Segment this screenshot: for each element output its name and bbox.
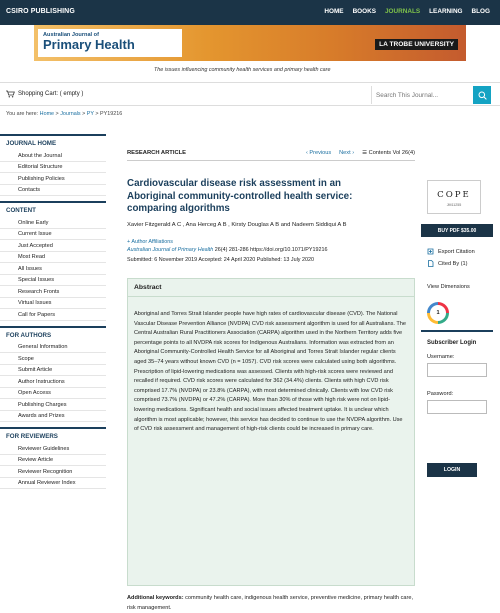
next-label: Next xyxy=(339,150,351,156)
sidebar-item-awards[interactable]: Awards and Prizes xyxy=(0,411,106,423)
username-field[interactable] xyxy=(427,363,487,377)
sidebar-item-contacts[interactable]: Contacts xyxy=(0,185,106,197)
dimensions-badge[interactable] xyxy=(427,302,449,324)
shopping-cart-link[interactable] xyxy=(6,90,83,98)
article-authors[interactable]: Xavier Fitzgerald A C , Ana Herceg A B , Kirsty Douglas A B and Nadeem Siddiqui A B xyxy=(127,222,347,228)
search-button[interactable] xyxy=(473,86,491,104)
article-citation xyxy=(127,247,327,253)
export-citation-label: Export Citation xyxy=(438,248,475,255)
sidebar-item-author-instructions[interactable]: Author Instructions xyxy=(0,376,106,388)
article-dates: Submitted: 6 November 2019 Accepted: 24 April 2020 Published: 13 July 2020 xyxy=(127,257,314,263)
sidebar-item-submit-article[interactable]: Submit Article xyxy=(0,365,106,377)
sidebar xyxy=(0,134,112,494)
sidebar-group-journal-home xyxy=(0,134,112,196)
banner-background xyxy=(34,25,466,61)
top-navigation-bar xyxy=(0,0,500,25)
journal-banner xyxy=(34,25,466,76)
sidebar-item-just-accepted[interactable]: Just Accepted xyxy=(0,240,106,252)
sidebar-heading[interactable]: JOURNAL HOME xyxy=(0,134,106,150)
sidebar-heading[interactable]: FOR REVIEWERS xyxy=(0,427,106,443)
login-heading: Subscriber Login xyxy=(427,340,477,346)
subscriber-login-panel xyxy=(421,330,493,490)
article-main xyxy=(127,150,415,611)
export-citation-link[interactable] xyxy=(427,248,475,255)
sidebar-item-reviewer-guidelines[interactable]: Reviewer Guidelines xyxy=(0,443,106,455)
sidebar-item-call-for-papers[interactable]: Call for Papers xyxy=(0,309,106,321)
nav-books[interactable]: BOOKS xyxy=(352,8,376,15)
sidebar-item-review-article[interactable]: Review Article xyxy=(0,455,106,467)
contents-link[interactable] xyxy=(362,150,415,156)
dimensions-count: 1 xyxy=(430,305,446,321)
sidebar-group-authors xyxy=(0,326,112,423)
breadcrumb: You are here: Home > Journals > PY > PY19216 xyxy=(6,111,123,117)
nav-journals[interactable]: JOURNALS xyxy=(385,8,421,15)
breadcrumb-prefix: You are here: xyxy=(6,111,40,117)
sidebar-group-content xyxy=(0,201,112,321)
sidebar-heading[interactable]: CONTENT xyxy=(0,201,106,217)
buy-pdf-button[interactable]: BUY PDF $35.00 xyxy=(421,224,493,237)
article-title: Cardiovascular disease risk assessment in an Aboriginal community-controlled health service: comparing algorithms xyxy=(127,178,353,214)
sidebar-item-publishing-charges[interactable]: Publishing Charges xyxy=(0,399,106,411)
previous-label: Previous xyxy=(309,150,332,156)
cart-icon xyxy=(6,90,15,98)
journal-name-link[interactable]: Australian Journal of Primary Health xyxy=(127,247,214,253)
sidebar-item-virtual-issues[interactable]: Virtual Issues xyxy=(0,298,106,310)
document-icon xyxy=(427,260,434,267)
cart-search-row xyxy=(0,82,500,106)
abstract-panel xyxy=(127,278,415,586)
dimensions-label: View Dimensions xyxy=(427,284,470,290)
abstract-text: Aboriginal and Torres Strait Islander people have high rates of cardiovascular disease (CVD). The National Vascular Disease Prevention Alliance (NVDPA) CVD risk assessment algorithm is used for all Australians. The Central Australian Rural Practitioners Association (CARPA) algorithm used in the Northern Territory adds five percentage points to all NVDPA risk scores for Indigenous Australians. Information was extracted from an Aboriginal Community-Controlled Health Service for all Aboriginal and Torres Strait Islander regular clients aged 35–74 years without known CVD (n = 1057). CVD risk scores were calculated using both algorithms. Prescription of lipid-lowering medications was assessed. Clients with high-risk scores were reviewed and recalled if required. CVD risk scores were calculated for 362 (34.4%) clients. Clients with high CVD risk comprised 17.7% (NVDPA) or 23.8% (CARPA), with most determined clinically. Clients with low CVD risk comprised 73.7% (NVDPA) or 47.2% (CARPA). More than 30% of those with high risk were not on lipid-lowering medications. Significant health and social issues affected treatment uptake. It is unclear which algorithm is most applicable; however, this service has decided to continue to use the NVDPA algorithm. Use of CVD risk assessment and management of high-risk clients could be increased in primary care. xyxy=(134,311,407,433)
export-icon xyxy=(427,248,434,255)
contents-label: Contents Vol 26(4) xyxy=(368,150,415,156)
article-type: RESEARCH ARTICLE xyxy=(127,150,187,156)
next-link[interactable]: Next › xyxy=(339,150,355,156)
citation-details: 26(4) 281-286 https://doi.org/10.1071/PY19216 xyxy=(213,247,328,253)
sidebar-item-scope[interactable]: Scope xyxy=(0,353,106,365)
sidebar-group-reviewers xyxy=(0,427,112,489)
article-keywords xyxy=(127,594,415,613)
breadcrumb-py[interactable]: PY xyxy=(86,111,94,117)
sidebar-item-online-early[interactable]: Online Early xyxy=(0,217,106,229)
sidebar-item-current-issue[interactable]: Current Issue xyxy=(0,229,106,241)
contents-icon: ☰ xyxy=(362,150,368,156)
breadcrumb-journals[interactable]: Journals xyxy=(60,111,81,117)
sidebar-item-all-issues[interactable]: All Issues xyxy=(0,263,106,275)
journal-logo[interactable] xyxy=(38,29,182,57)
nav-home[interactable]: HOME xyxy=(324,8,344,15)
username-label: Username: xyxy=(427,354,455,360)
breadcrumb-current: PY19216 xyxy=(100,111,123,117)
cope-badge[interactable] xyxy=(427,180,481,214)
sidebar-item-editorial[interactable]: Editorial Structure xyxy=(0,162,106,174)
previous-link[interactable]: ‹ Previous xyxy=(305,150,332,156)
cited-by-label: Cited By (1) xyxy=(438,260,468,267)
sidebar-item-research-fronts[interactable]: Research Fronts xyxy=(0,286,106,298)
article-divider xyxy=(127,160,415,161)
login-button[interactable]: LOGIN xyxy=(427,463,477,477)
breadcrumb-home[interactable]: Home xyxy=(39,111,55,117)
sidebar-item-about[interactable]: About the Journal xyxy=(0,150,106,162)
password-label: Password: xyxy=(427,391,454,397)
main-nav xyxy=(324,8,490,15)
sidebar-item-open-access[interactable]: Open Access xyxy=(0,388,106,400)
cited-by-link[interactable] xyxy=(427,260,468,267)
keywords-label: Additional keywords: xyxy=(127,595,184,601)
journal-tagline: The issues influencing community health services and primary health care xyxy=(154,67,331,73)
journal-logo-big: Primary Health xyxy=(43,37,135,52)
journal-logo-small: Australian Journal of xyxy=(43,32,99,38)
sidebar-item-most-read[interactable]: Most Read xyxy=(0,252,106,264)
shopping-cart-label: Shopping Cart: ( empty ) xyxy=(18,91,84,97)
search-input[interactable] xyxy=(376,87,472,103)
partner-logo[interactable]: LA TROBE UNIVERSITY xyxy=(375,39,458,50)
cope-subtitle: JM11255 xyxy=(446,203,462,207)
password-field[interactable] xyxy=(427,400,487,414)
keywords-text: community health care, indigenous health service, preventive medicine, primary health care, risk management. xyxy=(127,595,414,611)
sidebar-heading[interactable]: FOR AUTHORS xyxy=(0,326,106,342)
search-divider xyxy=(371,86,372,104)
nav-learning[interactable]: LEARNING xyxy=(429,8,463,15)
sidebar-item-reviewer-recognition[interactable]: Reviewer Recognition xyxy=(0,466,106,478)
publisher-logo-link[interactable]: CSIRO PUBLISHING xyxy=(6,8,75,15)
abstract-heading: Abstract xyxy=(128,279,414,297)
sidebar-item-general-info[interactable]: General Information xyxy=(0,342,106,354)
sidebar-item-reviewer-index[interactable]: Annual Reviewer Index xyxy=(0,478,106,490)
search-icon xyxy=(478,91,487,100)
sidebar-item-policies[interactable]: Publishing Policies xyxy=(0,173,106,185)
author-affiliations-link[interactable]: + Author Affiliations xyxy=(127,239,173,245)
cope-title: COPE xyxy=(437,190,471,200)
article-nav xyxy=(306,150,415,156)
sidebar-item-special-issues[interactable]: Special Issues xyxy=(0,275,106,287)
nav-blog[interactable]: BLOG xyxy=(471,8,490,15)
